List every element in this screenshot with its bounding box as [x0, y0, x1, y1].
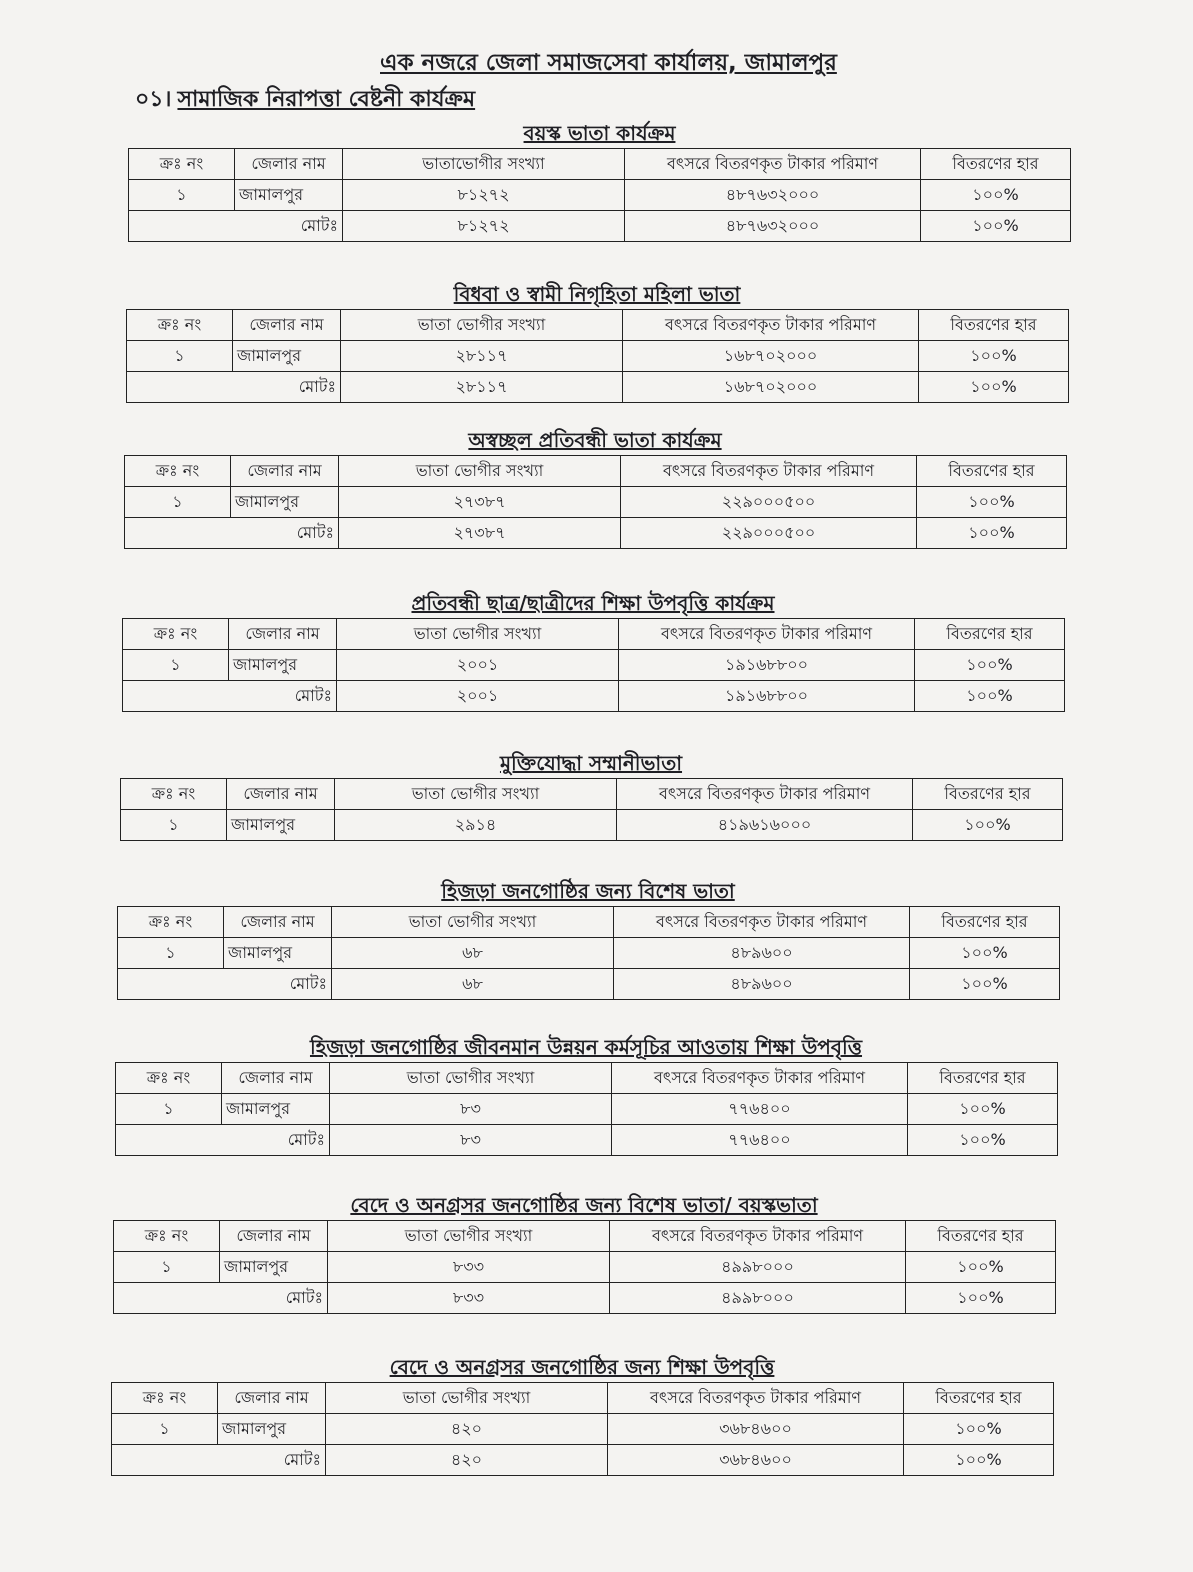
cell-amount: ১৬৮৭০২০০০	[623, 341, 919, 372]
total-row	[114, 1283, 1056, 1314]
cell-beneficiaries: ৪২০	[326, 1414, 608, 1445]
column-header: ভাতা ভোগীর সংখ্যা	[326, 1383, 608, 1414]
column-header: বিতরণের হার	[906, 1221, 1056, 1252]
total-rate: ১০০%	[910, 969, 1060, 1000]
total-label: মোটঃ	[112, 1445, 326, 1476]
total-beneficiaries: ২০০১	[337, 681, 619, 712]
total-label: মোটঃ	[123, 681, 337, 712]
cell-rate: ১০০%	[908, 1094, 1058, 1125]
column-header: জেলার নাম	[222, 1063, 330, 1094]
column-header: ক্রঃ নং	[129, 149, 235, 180]
column-header: জেলার নাম	[220, 1221, 328, 1252]
total-row	[127, 372, 1069, 403]
column-header: বিতরণের হার	[910, 907, 1060, 938]
cell-sl: ১	[125, 487, 231, 518]
total-beneficiaries: ৬৮	[332, 969, 614, 1000]
table-row	[125, 487, 1067, 518]
program-table	[128, 148, 1071, 242]
column-header: বৎসরে বিতরণকৃত টাকার পরিমাণ	[619, 619, 915, 650]
column-header: জেলার নাম	[231, 456, 339, 487]
table-row	[121, 810, 1063, 841]
column-header: বৎসরে বিতরণকৃত টাকার পরিমাণ	[625, 149, 921, 180]
total-rate: ১০০%	[917, 518, 1067, 549]
program-table-block	[0, 425, 1193, 549]
table-title: বেদে ও অনগ্রসর জনগোষ্ঠির জন্য শিক্ষা উপবৃত্তি	[389, 1355, 775, 1379]
table-title: বিধবা ও স্বামী নিগৃহিতা মহিলা ভাতা	[453, 282, 741, 306]
column-header: বৎসরে বিতরণকৃত টাকার পরিমাণ	[621, 456, 917, 487]
program-table-block	[0, 1352, 1193, 1476]
cell-sl: ১	[123, 650, 229, 681]
column-header: বিতরণের হার	[921, 149, 1071, 180]
column-header: ক্রঃ নং	[114, 1221, 220, 1252]
cell-district: জামালপুর	[218, 1414, 326, 1445]
table-row	[118, 938, 1060, 969]
column-header: বৎসরে বিতরণকৃত টাকার পরিমাণ	[612, 1063, 908, 1094]
cell-beneficiaries: ৮৩৩	[328, 1252, 610, 1283]
cell-sl: ১	[114, 1252, 220, 1283]
column-header: জেলার নাম	[218, 1383, 326, 1414]
total-amount: ৭৭৬৪০০	[612, 1125, 908, 1156]
table-row	[129, 180, 1071, 211]
table-header-row	[118, 907, 1060, 938]
total-rate: ১০০%	[908, 1125, 1058, 1156]
column-header: বৎসরে বিতরণকৃত টাকার পরিমাণ	[614, 907, 910, 938]
section-number: ০১।	[135, 87, 172, 112]
table-header-row	[121, 779, 1063, 810]
table-header-row	[127, 310, 1069, 341]
total-label: মোটঃ	[127, 372, 341, 403]
column-header: জেলার নাম	[233, 310, 341, 341]
column-header: ভাতা ভোগীর সংখ্যা	[330, 1063, 612, 1094]
total-rate: ১০০%	[915, 681, 1065, 712]
cell-amount: ৪১৯৬১৬০০০	[617, 810, 913, 841]
column-header: ভাতা ভোগীর সংখ্যা	[332, 907, 614, 938]
cell-sl: ১	[121, 810, 227, 841]
cell-amount: ৪৯৯৮০০০	[610, 1252, 906, 1283]
column-header: বৎসরে বিতরণকৃত টাকার পরিমাণ	[617, 779, 913, 810]
program-table	[111, 1382, 1054, 1476]
total-beneficiaries: ৮৩	[330, 1125, 612, 1156]
cell-district: জামালপুর	[224, 938, 332, 969]
column-header: বিতরণের হার	[904, 1383, 1054, 1414]
program-table-block	[0, 748, 1193, 841]
cell-district: জামালপুর	[231, 487, 339, 518]
table-header-row	[129, 149, 1071, 180]
table-title: হিজড়া জনগোষ্ঠির জন্য বিশেষ ভাতা	[441, 879, 735, 903]
cell-sl: ১	[118, 938, 224, 969]
cell-amount: ৪৮৯৬০০	[614, 938, 910, 969]
column-header: ক্রঃ নং	[123, 619, 229, 650]
cell-rate: ১০০%	[921, 180, 1071, 211]
column-header: জেলার নাম	[229, 619, 337, 650]
total-row	[123, 681, 1065, 712]
column-header: জেলার নাম	[224, 907, 332, 938]
total-label: মোটঃ	[116, 1125, 330, 1156]
cell-beneficiaries: ২৮১১৭	[341, 341, 623, 372]
cell-rate: ১০০%	[910, 938, 1060, 969]
column-header: জেলার নাম	[235, 149, 343, 180]
total-amount: ৪৮৯৬০০	[614, 969, 910, 1000]
cell-sl: ১	[127, 341, 233, 372]
cell-district: জামালপুর	[233, 341, 341, 372]
table-row	[112, 1414, 1054, 1445]
cell-district: জামালপুর	[229, 650, 337, 681]
cell-rate: ১০০%	[919, 341, 1069, 372]
column-header: বিতরণের হার	[917, 456, 1067, 487]
column-header: ক্রঃ নং	[125, 456, 231, 487]
table-title: বেদে ও অনগ্রসর জনগোষ্ঠির জন্য বিশেষ ভাতা/ বয়স্কভাতা	[350, 1193, 818, 1217]
total-label: মোটঃ	[114, 1283, 328, 1314]
total-beneficiaries: ৮৩৩	[328, 1283, 610, 1314]
program-table-block	[0, 588, 1193, 712]
table-header-row	[116, 1063, 1058, 1094]
total-amount: ৩৬৮৪৬০০	[608, 1445, 904, 1476]
section-heading	[135, 82, 475, 119]
total-amount: ১৬৮৭০২০০০	[623, 372, 919, 403]
column-header: ভাতা ভোগীর সংখ্যা	[328, 1221, 610, 1252]
cell-beneficiaries: ৮৩	[330, 1094, 612, 1125]
column-header: বিতরণের হার	[913, 779, 1063, 810]
cell-beneficiaries: ২০০১	[337, 650, 619, 681]
total-beneficiaries: ৪২০	[326, 1445, 608, 1476]
cell-amount: ৭৭৬৪০০	[612, 1094, 908, 1125]
total-rate: ১০০%	[904, 1445, 1054, 1476]
total-beneficiaries: ২৮১১৭	[341, 372, 623, 403]
program-table-block	[0, 1190, 1193, 1314]
column-header: ক্রঃ নং	[112, 1383, 218, 1414]
table-title: প্রতিবন্ধী ছাত্র/ছাত্রীদের শিক্ষা উপবৃত্তি কার্যক্রম	[411, 591, 775, 615]
program-table-block	[0, 1032, 1193, 1156]
table-header-row	[114, 1221, 1056, 1252]
table-title: বয়স্ক ভাতা কার্যক্রম	[523, 121, 676, 145]
table-row	[123, 650, 1065, 681]
table-title: মুক্তিযোদ্ধা সম্মানীভাতা	[499, 751, 683, 775]
column-header: ভাতা ভোগীর সংখ্যা	[335, 779, 617, 810]
total-amount: ৪৯৯৮০০০	[610, 1283, 906, 1314]
total-rate: ১০০%	[921, 211, 1071, 242]
cell-beneficiaries: ৬৮	[332, 938, 614, 969]
program-table-block	[0, 876, 1193, 1000]
cell-rate: ১০০%	[913, 810, 1063, 841]
program-table	[126, 309, 1069, 403]
column-header: ক্রঃ নং	[116, 1063, 222, 1094]
cell-rate: ১০০%	[906, 1252, 1056, 1283]
column-header: ক্রঃ নং	[118, 907, 224, 938]
total-row	[129, 211, 1071, 242]
cell-amount: ১৯১৬৮৮০০	[619, 650, 915, 681]
cell-rate: ১০০%	[917, 487, 1067, 518]
program-table-block	[0, 118, 1193, 242]
table-title: অস্বচ্ছল প্রতিবন্ধী ভাতা কার্যক্রম	[468, 428, 722, 452]
column-header: বৎসরে বিতরণকৃত টাকার পরিমাণ	[610, 1221, 906, 1252]
section-title: সামাজিক নিরাপত্তা বেষ্টনী কার্যক্রম	[177, 87, 476, 112]
document-title: এক নজরে জেলা সমাজসেবা কার্যালয়, জামালপুর	[380, 50, 837, 76]
total-label: মোটঃ	[118, 969, 332, 1000]
table-row	[127, 341, 1069, 372]
program-table	[117, 906, 1060, 1000]
table-header-row	[125, 456, 1067, 487]
total-label: মোটঃ	[129, 211, 343, 242]
total-rate: ১০০%	[919, 372, 1069, 403]
table-header-row	[112, 1383, 1054, 1414]
cell-rate: ১০০%	[915, 650, 1065, 681]
cell-rate: ১০০%	[904, 1414, 1054, 1445]
cell-sl: ১	[116, 1094, 222, 1125]
table-row	[114, 1252, 1056, 1283]
column-header: বিতরণের হার	[915, 619, 1065, 650]
column-header: বৎসরে বিতরণকৃত টাকার পরিমাণ	[608, 1383, 904, 1414]
column-header: বিতরণের হার	[908, 1063, 1058, 1094]
table-title: হিজড়া জনগোষ্ঠির জীবনমান উন্নয়ন কর্মসূচির আওতায় শিক্ষা উপবৃত্তি	[309, 1035, 863, 1059]
cell-district: জামালপুর	[235, 180, 343, 211]
total-amount: ২২৯০০০৫০০	[621, 518, 917, 549]
total-row	[118, 969, 1060, 1000]
program-table	[115, 1062, 1058, 1156]
cell-district: জামালপুর	[227, 810, 335, 841]
cell-district: জামালপুর	[220, 1252, 328, 1283]
program-table	[113, 1220, 1056, 1314]
cell-sl: ১	[129, 180, 235, 211]
total-amount: ৪৮৭৬৩২০০০	[625, 211, 921, 242]
total-row	[112, 1445, 1054, 1476]
cell-amount: ৩৬৮৪৬০০	[608, 1414, 904, 1445]
column-header: ক্রঃ নং	[127, 310, 233, 341]
program-table	[124, 455, 1067, 549]
total-label: মোটঃ	[125, 518, 339, 549]
total-row	[116, 1125, 1058, 1156]
total-beneficiaries: ২৭৩৮৭	[339, 518, 621, 549]
total-row	[125, 518, 1067, 549]
total-rate: ১০০%	[906, 1283, 1056, 1314]
column-header: ভাতা ভোগীর সংখ্যা	[341, 310, 623, 341]
cell-beneficiaries: ২৭৩৮৭	[339, 487, 621, 518]
cell-beneficiaries: ২৯১৪	[335, 810, 617, 841]
cell-beneficiaries: ৮১২৭২	[343, 180, 625, 211]
program-table-block	[0, 279, 1193, 403]
column-header: ক্রঃ নং	[121, 779, 227, 810]
cell-amount: ২২৯০০০৫০০	[621, 487, 917, 518]
program-table	[120, 778, 1063, 841]
column-header: ভাতা ভোগীর সংখ্যা	[337, 619, 619, 650]
program-table	[122, 618, 1065, 712]
cell-amount: ৪৮৭৬৩২০০০	[625, 180, 921, 211]
column-header: বিতরণের হার	[919, 310, 1069, 341]
column-header: ভাতাভোগীর সংখ্যা	[343, 149, 625, 180]
table-header-row	[123, 619, 1065, 650]
column-header: ভাতা ভোগীর সংখ্যা	[339, 456, 621, 487]
total-beneficiaries: ৮১২৭২	[343, 211, 625, 242]
column-header: বৎসরে বিতরণকৃত টাকার পরিমাণ	[623, 310, 919, 341]
table-row	[116, 1094, 1058, 1125]
total-amount: ১৯১৬৮৮০০	[619, 681, 915, 712]
cell-sl: ১	[112, 1414, 218, 1445]
column-header: জেলার নাম	[227, 779, 335, 810]
cell-district: জামালপুর	[222, 1094, 330, 1125]
